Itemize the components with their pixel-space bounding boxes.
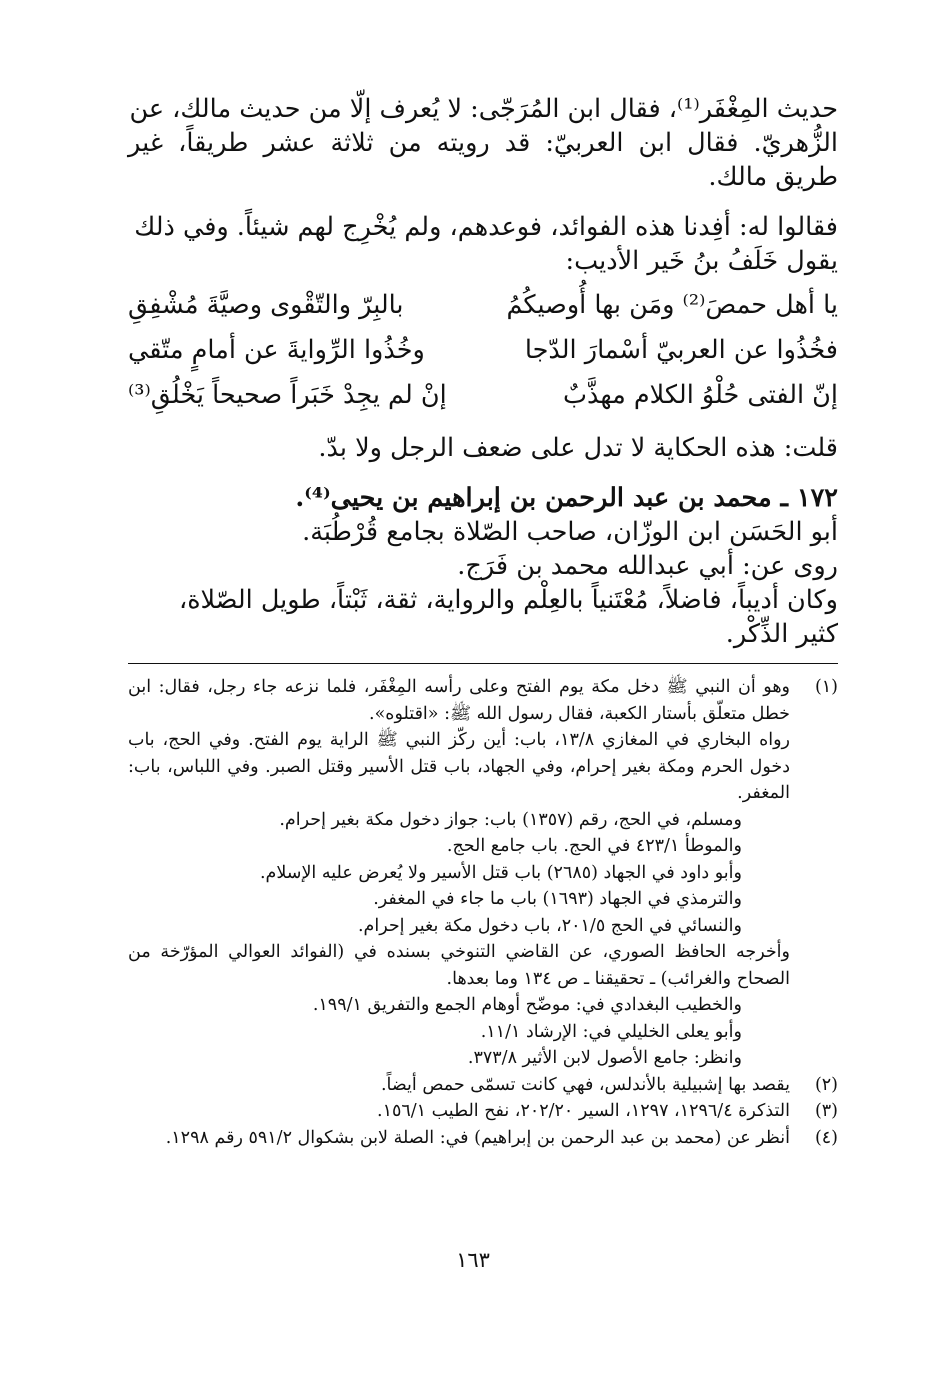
entry-line: روى عن: أبي عبدالله محمد بن فَرَج. bbox=[457, 551, 838, 581]
author-comment: قلت: هذه الحكاية لا تدل على ضعف الرجل ولا بدّ. bbox=[318, 433, 838, 463]
footnote-body: يقصد بها إشبيلية بالأندلس، فهي كانت تسمّى حمص أيضاً. bbox=[380, 1074, 790, 1095]
paragraph-2-line-1: فقالوا له: أفِدنا هذه الفوائد، فوعدهم، ولم يُخْرِج لهم شيئاً. وفي ذلك bbox=[134, 212, 838, 242]
paragraph-1-line-2: الزُّهريّ. فقال ابن العربيّ: قد رويته من ثلاثة عشر طريقاً، غير طريق مالك. bbox=[128, 128, 838, 192]
verse-first-hemistich: يا أهل حمصَ⁽²⁾ ومَن بها أُوصيكُمُ bbox=[506, 289, 838, 320]
entry-line-text: وكان أديباً، فاضلاً، مُعْتَنياً بالعِلْم والرواية، ثقة، ثَبْتاً، طويل الصّلاة، bbox=[178, 585, 838, 615]
footnote-1 bbox=[128, 674, 838, 1072]
verse-second-hemistich: بالبِرّ والتّقْوى وصيَّةَ مُشْفِقِ bbox=[128, 289, 404, 320]
footnote-line: وانظر: جامع الأصول لابن الأثير ٣٧٣/٨. bbox=[467, 1048, 742, 1068]
footnote-number: (٣) bbox=[814, 1101, 838, 1121]
footnote-line: وأبو يعلى الخليلي في: الإرشاد ١١/١. bbox=[480, 1021, 742, 1042]
footnote-line: والموطأ ٤٢٣/١ في الحج. باب جامع الحج. bbox=[446, 836, 742, 856]
main-text bbox=[128, 92, 838, 651]
entry-line bbox=[128, 583, 838, 651]
footnote-4 bbox=[128, 1125, 838, 1152]
footnote-number: (٢) bbox=[814, 1074, 838, 1095]
footnote-separator bbox=[128, 663, 838, 664]
poem-verse bbox=[128, 372, 838, 417]
footnote-line: والترمذي في الجهاد (١٦٩٣) باب ما جاء في المغفر. bbox=[373, 889, 742, 909]
poem-verse bbox=[128, 327, 838, 372]
page-number: ١٦٣ bbox=[456, 1248, 490, 1272]
paragraph-2 bbox=[128, 210, 838, 278]
poem-verse bbox=[128, 282, 838, 327]
paragraph-2-line-2: يقول خَلَفُ بنُ خَير الأديب: bbox=[565, 246, 838, 276]
entry-line-text: كثير الذِّكْر. bbox=[725, 619, 838, 649]
footnote-3 bbox=[128, 1098, 838, 1125]
footnote-line: وأبو داود في الجهاد (٢٦٨٥) باب قتل الأسير ولا يُعرض عليه الإسلام. bbox=[259, 862, 742, 883]
footnotes bbox=[128, 674, 838, 1151]
footnote-line: وهو أن النبي ﷺ دخل مكة يوم الفتح وعلى رأسه المِغْفَر، فلما نزعه جاء رجل، فقال: ابن خطل متعلّق بأستار الكعبة، فقال رسول الله ﷺ: «اقتلوه». bbox=[128, 677, 790, 724]
footnote-number: (١) bbox=[814, 677, 838, 697]
verse-second-hemistich: وخُذُوا الرِّوايةَ عن أمامٍ متّقي bbox=[128, 334, 425, 365]
verse-first-hemistich: فخُذُوا عن العربيّ أسْمارَ الدّجا bbox=[524, 334, 838, 365]
footnote-number: (٤) bbox=[814, 1127, 838, 1148]
footnote-line: والخطيب البغدادي في: موضّح أوهام الجمع والتفريق ١٩٩/١. bbox=[312, 995, 742, 1015]
entry-line: أبو الحَسَن ابن الوزّان، صاحب الصّلاة بجامع قُرْطُبَة. bbox=[302, 517, 838, 547]
poem bbox=[128, 282, 838, 417]
paragraph-1 bbox=[128, 92, 838, 194]
entry-heading: ١٧٢ ـ محمد بن عبد الرحمن بن إبراهيم بن يحيى⁽⁴⁾. bbox=[295, 483, 838, 513]
footnote-body bbox=[128, 674, 790, 1072]
footnote-body: التذكرة ١٢٩٦/٤، ١٢٩٧، السير ٢٠٢/٢٠، نفح الطيب ١٥٦/١. bbox=[376, 1101, 790, 1121]
footnote-body: أنظر عن (محمد بن عبد الرحمن بن إبراهيم) في: الصلة لابن بشكوال ٥٩١/٢ رقم ١٢٩٨. bbox=[165, 1127, 790, 1148]
footnote-line: رواه البخاري في المغازي ١٣/٨، باب: أين ركّز النبي ﷺ الراية يوم الفتح. وفي الحج، باب دخول الحرم ومكة بغير إحرام، وفي الجهاد، باب قتل الأسير وقتل الصبر. وفي اللباس، باب: المغفر. bbox=[128, 730, 790, 803]
paragraph-1-line-1: حديث المِغْفَر⁽¹⁾، فقال ابن المُرَجّى: لا يُعرف إلّا من حديث مالك، عن bbox=[129, 94, 838, 124]
footnote-line: والنسائي في الحج ٢٠١/٥، باب دخول مكة بغير إحرام. bbox=[357, 915, 742, 936]
footnote-2 bbox=[128, 1072, 838, 1099]
footnote-line: ومسلم، في الحج، رقم (١٣٥٧) باب: جواز دخول مكة بغير إحرام. bbox=[279, 809, 742, 830]
verse-second-hemistich: إنْ لم يجِدْ خَبَراً صحيحاً يَخْلُقِ⁽³⁾ bbox=[128, 379, 447, 410]
footnote-line: وأخرجه الحافظ الصوري، عن القاضي التنوخي بسنده في (الفوائد العوالي المؤرّخة من الصحاح والغرائب) ـ تحقيقنا ـ ص ١٣٤ وما بعدها. bbox=[128, 942, 790, 989]
verse-first-hemistich: إنّ الفتى حُلْوُ الكلام مهذَّبٌ bbox=[562, 379, 838, 410]
